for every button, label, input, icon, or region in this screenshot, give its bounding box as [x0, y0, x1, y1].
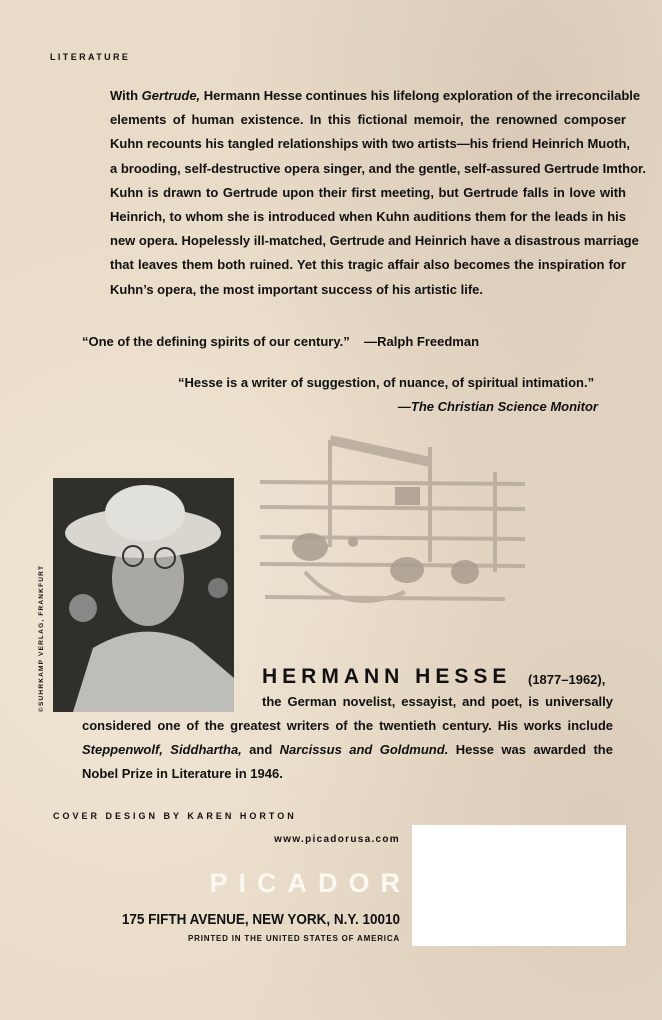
description-line [110, 84, 641, 108]
publisher-url[interactable]: www.picadorusa.com [274, 834, 400, 845]
printed-in-label: PRINTED IN THE UNITED STATES OF AMERICA [188, 934, 400, 943]
bio-line [82, 738, 613, 762]
text: Hesse was awarded the [448, 742, 613, 757]
bio-line: the German novelist, essayist, and poet, is universally [262, 694, 613, 709]
description-line: new opera. Hopelessly ill-matched, Gertrude and Heinrich have a disastrous marriage [110, 233, 639, 249]
barcode-area [412, 825, 626, 946]
author-portrait-image [53, 478, 234, 712]
description-line: a brooding, self-destructive opera singer, and the gentle, self-assured Gertrude Imthor. [110, 160, 647, 176]
book-title: Steppenwolf, Siddhartha, [82, 742, 242, 757]
description-line: elements of human existence. In this fictional memoir, the renowned composer [110, 112, 626, 128]
author-dates: (1877–1962), [528, 672, 606, 687]
publisher-logo: PICADOR [209, 868, 411, 898]
cover-design-credit: COVER DESIGN BY KAREN HORTON [53, 811, 297, 821]
text: With [110, 88, 142, 103]
photo-credit: ©SUHRKAMP VERLAG, FRANKFURT [38, 564, 45, 712]
quote-freedman: “One of the defining spirits of our century.” —Ralph Freedman [82, 334, 480, 349]
book-title: Narcissus and Goldmund. [279, 742, 449, 757]
publisher-address: 175 FIFTH AVENUE, NEW YORK, N.Y. 10010 [121, 911, 400, 928]
music-notes-illustration [255, 432, 535, 622]
author-name: HERMANN HESSE [262, 665, 512, 688]
bio-line: Nobel Prize in Literature in 1946. [82, 766, 283, 781]
quote-monitor: “Hesse is a writer of suggestion, of nuance, of spiritual intimation.” [178, 375, 595, 390]
description-line: Kuhn’s opera, the most important success of his artistic life. [110, 281, 483, 297]
description-line: Kuhn recounts his tangled relationships with two artists—his friend Heinrich Muoth, [110, 136, 631, 152]
category-label: LITERATURE [50, 52, 131, 62]
description-line: that leaves them both ruined. Yet this tragic affair also becomes the inspiration for [110, 257, 626, 273]
text: and [241, 742, 280, 757]
description-line: Heinrich, to whom she is introduced when Kuhn auditions them for the leads in his [110, 209, 626, 225]
quote-monitor-source: —The Christian Science Monitor [397, 399, 598, 414]
author-bio [82, 690, 613, 786]
text: Hermann Hesse continues his lifelong exploration of the irreconcilable [200, 88, 641, 103]
bio-line: considered one of the greatest writers of the twentieth century. His works include [82, 718, 613, 733]
book-description [110, 84, 647, 302]
book-title: Gertrude, [141, 88, 201, 103]
author-photo [53, 478, 234, 712]
description-line: Kuhn is drawn to Gertrude upon their first meeting, but Gertrude falls in love with [110, 184, 626, 200]
